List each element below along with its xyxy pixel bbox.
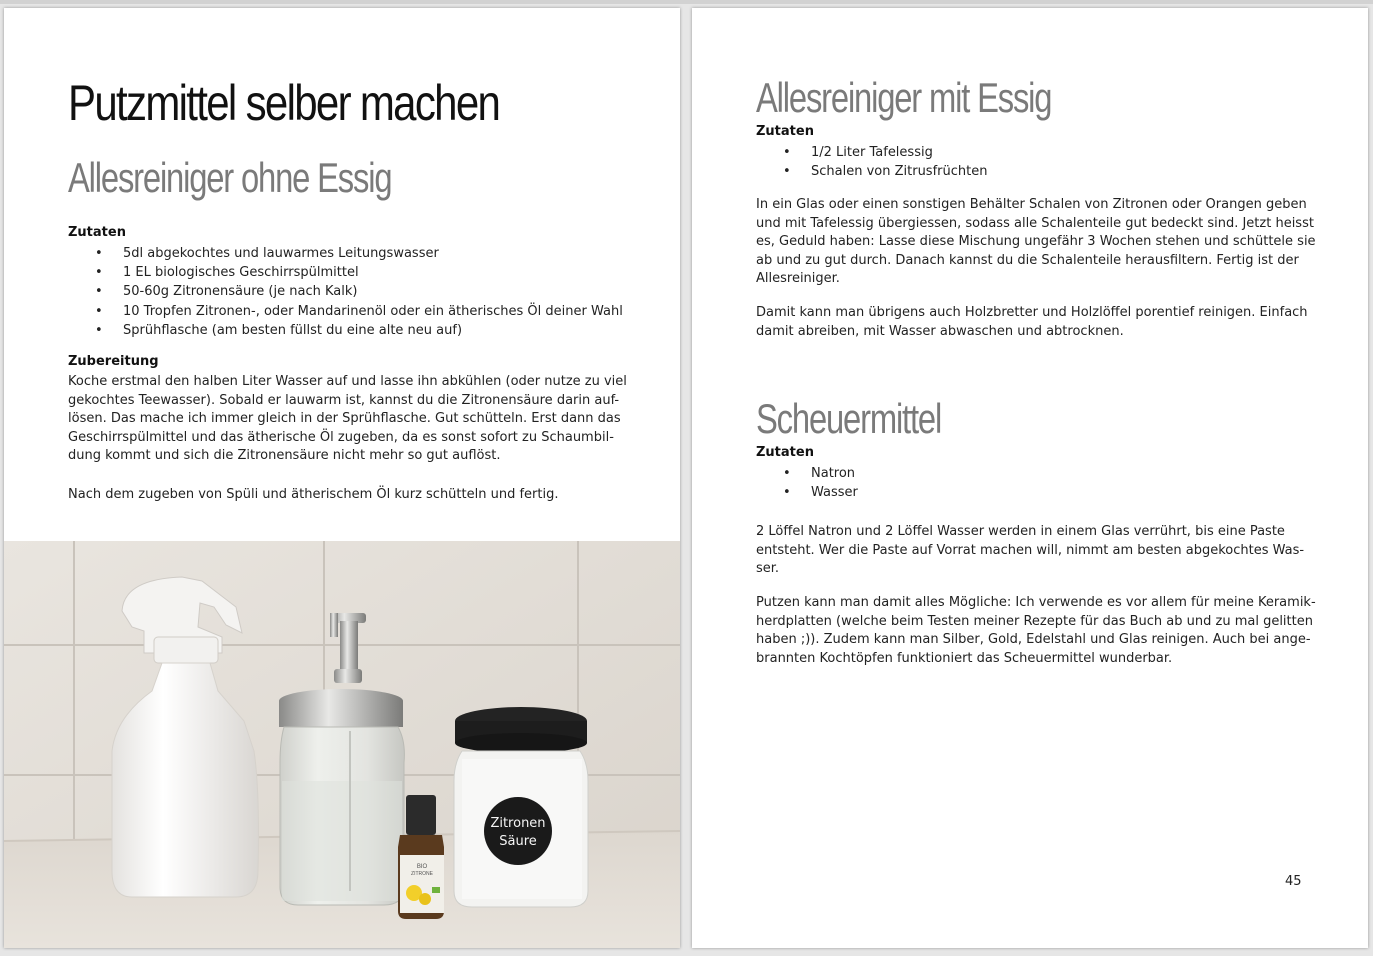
text-line: Koche erstmal den halben Liter Wasser auf und lasse ihn abkühlen (oder nutze zu viel [68, 374, 627, 389]
usage-text [756, 594, 1316, 668]
instructions-text [756, 196, 1316, 289]
section-heading-allesreiniger-ohne-essig: Allesreiniger ohne Essig [68, 154, 392, 201]
text-line: Allesreiniger. [756, 271, 840, 286]
photo-cleaning-supplies [4, 541, 680, 948]
ingredients-list [756, 464, 858, 502]
ingredients-label: Zutaten [756, 124, 814, 139]
list-item: • 1 EL biologisches Geschirrspülmittel [68, 263, 623, 282]
instructions-text [756, 523, 1304, 579]
ingredients-list [756, 143, 987, 181]
jar-label-line1: Zitronen [490, 816, 546, 831]
list-item: • Wasser [756, 483, 858, 502]
citric-acid-jar [454, 707, 588, 907]
list-item: • 10 Tropfen Zitronen-, oder Mandarinenöl oder ein ätherisches Öl deiner Wahl [68, 302, 623, 321]
viewer-top-bar [0, 0, 1373, 4]
text-line: und mit Tafelessig übergiessen, sodass alle Schalenteile gut bedeckt sind. Jetzt heisst [756, 215, 1314, 231]
text-line: dung kommt und sich die Zitronensäure nicht mehr so gut auflöst. [68, 448, 501, 463]
closing-text: Nach dem zugeben von Spüli und ätherischem Öl kurz schütteln und fertig. [68, 487, 559, 502]
text-line: gekochtes Teewasser). Sobald er lauwarm ist, kannst du die Zitronensäure darin auf- [68, 392, 620, 408]
text-line: Damit kann man übrigens auch Holzbretter und Holzlöffel porentief reinigen. Einfach [756, 305, 1308, 320]
jar-label-line2: Säure [499, 834, 537, 849]
oil-label-line1: BIO [416, 864, 428, 870]
list-item: • Schalen von Zitrusfrüchten [756, 162, 987, 181]
text-line: ab und zu gut durch. Danach kannst du die Schalenteile herausfiltern. Fertig ist der [756, 252, 1299, 268]
ingredients-list [68, 244, 623, 340]
section-heading-allesreiniger-mit-essig: Allesreiniger mit Essig [756, 74, 1052, 121]
spray-bottle [112, 577, 259, 897]
list-item: • Sprühflasche (am besten füllst du eine alte neu auf) [68, 321, 623, 340]
page-number: 45 [1285, 874, 1302, 889]
text-line: brannten Kochtöpfen funktioniert das Scheuermittel wunderbar. [756, 650, 1173, 666]
text-line: 2 Löffel Natron und 2 Löffel Wasser werden in einem Glas verrührt, bis eine Paste [756, 524, 1285, 539]
text-line: es, Geduld haben: Lasse diese Mischung ungefähr 3 Wochen stehen und schüttele sie [756, 234, 1316, 249]
list-item: • 50-60g Zitronensäure (je nach Kalk) [68, 282, 623, 301]
page-right [692, 8, 1368, 948]
list-item: • Natron [756, 464, 858, 483]
text-line: entsteht. Wer die Paste auf Vorrat machen will, nimmt am besten abgekochtes Was- [756, 542, 1305, 558]
text-line: Geschirrspülmittel und das ätherische Öl zugeben, da es sonst sofort zu Schaumbil- [68, 429, 614, 445]
text-line: In ein Glas oder einen sonstigen Behälter Schalen von Zitronen oder Orangen geben [756, 197, 1307, 212]
list-item: • 1/2 Liter Tafelessig [756, 143, 987, 162]
ingredients-label: Zutaten [68, 225, 126, 240]
text-line: lösen. Das mache ich immer gleich in der Sprühflasche. Gut schütteln. Erst dann das [68, 411, 621, 426]
preparation-text [68, 373, 627, 466]
page-title: Putzmittel selber machen [68, 75, 500, 131]
text-line: ser. [756, 561, 780, 576]
tip-text [756, 304, 1308, 341]
text-line: Putzen kann man damit alles Mögliche: Ich verwende es vor allem für meine Keramik- [756, 595, 1316, 610]
text-line: herdplatten (welche beim Testen meiner Rezepte für das Buch ab und zu mal gelitten [756, 613, 1313, 629]
section-heading-scheuermittel: Scheuermittel [756, 395, 942, 442]
oil-label-line2: ZITRONE [411, 871, 433, 877]
ingredients-label: Zutaten [756, 445, 814, 460]
list-item: • 5dl abgekochtes und lauwarmes Leitungswasser [68, 244, 623, 263]
text-line: damit abreiben, mit Wasser abwaschen und abtrocknen. [756, 323, 1124, 339]
preparation-label: Zubereitung [68, 354, 159, 369]
page-left [4, 8, 680, 948]
text-line: haben ;)). Zudem kann man Silber, Gold, Edelstahl und Glas reinigen. Auch bei ange- [756, 632, 1311, 647]
